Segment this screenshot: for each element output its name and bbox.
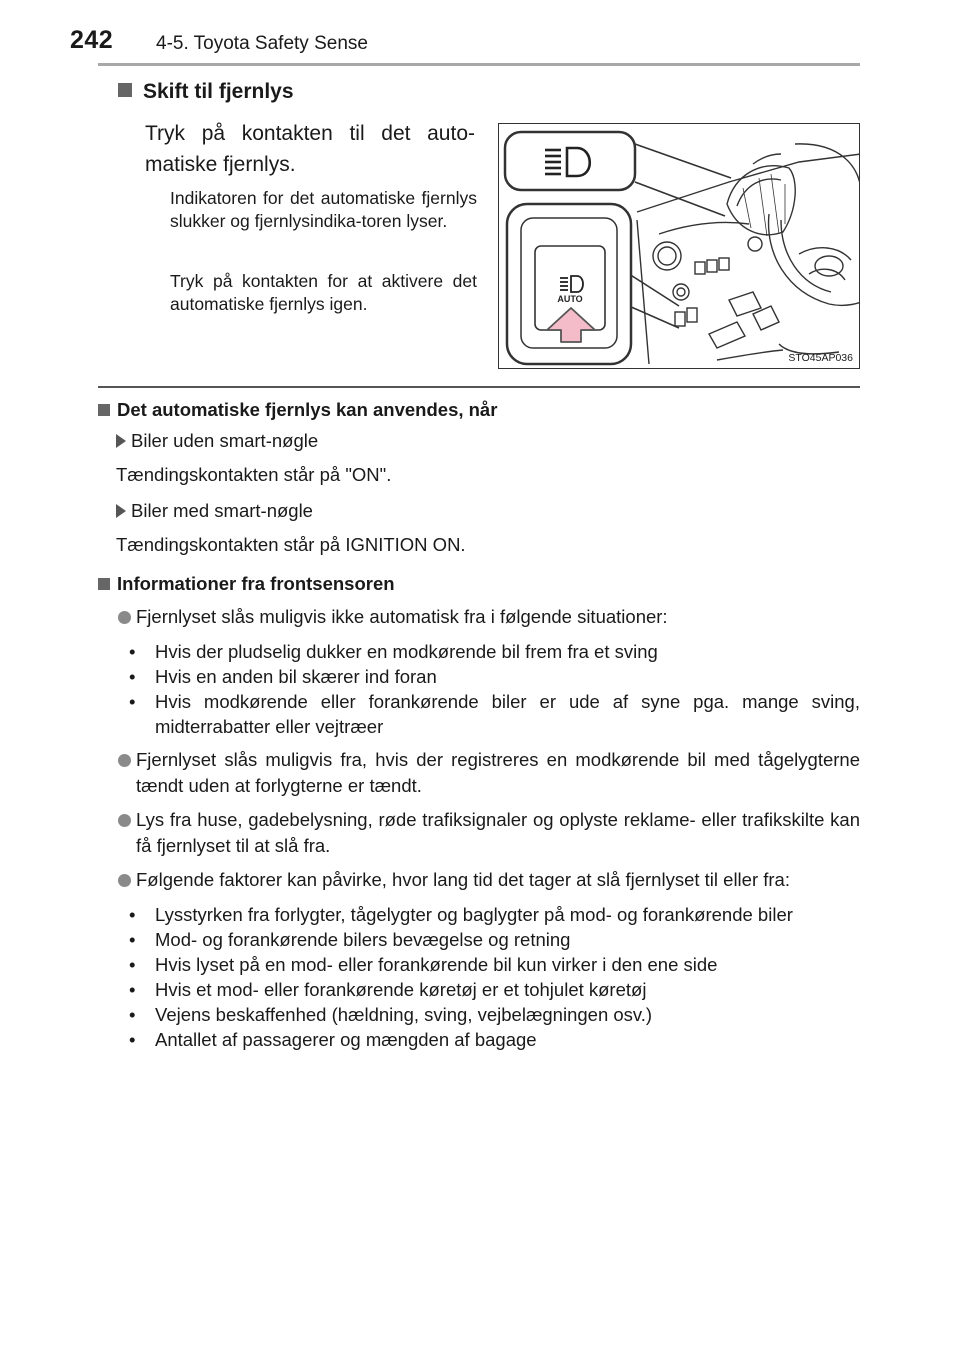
instruction-text: Tryk på kontakten til det auto-matiske fjernlys.	[145, 122, 475, 176]
page-number: 242	[70, 26, 114, 54]
list-item: • Hvis lyset på en mod- eller forankørende bil kun virker i den ene side	[98, 952, 860, 977]
list-item: • Vejens beskaffenhed (hældning, sving, vejbelægningen osv.)	[98, 1002, 860, 1027]
bullet-text: Fjernlyset slås muligvis ikke automatisk fra i følgende situationer:	[136, 606, 668, 627]
page-header	[70, 26, 900, 62]
vehicle-type-smart-key	[98, 498, 860, 524]
header-divider	[98, 63, 860, 66]
list-item: • Antallet af passagerer og mængden af bagage	[98, 1027, 860, 1052]
lower-content	[98, 398, 860, 1052]
list-item: • Hvis et mod- eller forankørende køretøj er et tohjulet køretøj	[98, 977, 860, 1002]
condition-text: Tændingskontakten står på IGNITION ON.	[116, 534, 466, 555]
heading-text: Informationer fra frontsensoren	[117, 573, 395, 594]
list-item: • Hvis modkørende eller forankørende biler er ude af syne pga. mange sving, midterrabatter eller vejtræer	[98, 689, 860, 739]
circle-bullet-icon	[118, 874, 131, 887]
note-indicator: Indikatoren for det automatiske fjernlys slukker og fjernlysindika-toren lyser.	[170, 188, 477, 231]
sub-list	[98, 639, 860, 739]
condition-text: Tændingskontakten står på "ON".	[116, 464, 392, 485]
heading-high-beam-switch	[118, 80, 294, 104]
vehicle-type-label: Biler uden smart-nøgle	[131, 430, 319, 451]
sensor-bullet	[98, 747, 860, 799]
section-divider	[98, 386, 860, 388]
dashboard-drawing	[499, 124, 860, 369]
square-bullet-icon	[98, 404, 110, 416]
section-title: 4-5. Toyota Safety Sense	[156, 33, 368, 54]
triangle-bullet-icon	[116, 504, 126, 518]
circle-bullet-icon	[118, 754, 131, 767]
bullet-text: Fjernlyset slås muligvis fra, hvis der registreres en modkørende bil med tågelygterne tændt uden at forlygterne er tændt.	[136, 749, 860, 796]
bullet-text: Lys fra huse, gadebelysning, røde trafiksignaler og oplyste reklame- eller trafikskilte kan få fjernlyset til at slå fra.	[136, 809, 860, 856]
circle-bullet-icon	[118, 611, 131, 624]
sensor-bullet	[98, 807, 860, 859]
list-item: • Hvis der pludselig dukker en modkørende bil frem fra et sving	[98, 639, 860, 664]
square-bullet-icon	[98, 578, 110, 590]
heading-usage-conditions	[98, 398, 860, 422]
dashboard-illustration	[498, 123, 860, 369]
heading-sensor-info	[98, 572, 860, 596]
vehicle-type-no-smart-key	[98, 428, 860, 454]
circle-bullet-icon	[118, 814, 131, 827]
sub-list	[98, 902, 860, 1052]
bullet-text: Følgende faktorer kan påvirke, hvor lang tid det tager at slå fjernlyset til eller fra:	[136, 869, 790, 890]
vehicle-type-label: Biler med smart-nøgle	[131, 500, 313, 521]
heading-text: Det automatiske fjernlys kan anvendes, når	[117, 399, 498, 420]
heading-text: Skift til fjernlys	[143, 80, 294, 103]
list-item: • Mod- og forankørende bilers bevægelse og retning	[98, 927, 860, 952]
note-reactivate: Tryk på kontakten for at aktivere det automatiske fjernlys igen.	[170, 271, 477, 314]
list-item: • Lysstyrken fra forlygter, tågelygter og baglygter på mod- og forankørende biler	[98, 902, 860, 927]
figure-code: STO45AP036	[788, 352, 853, 364]
sensor-bullet	[98, 604, 860, 739]
square-bullet-icon	[118, 83, 132, 97]
triangle-bullet-icon	[116, 434, 126, 448]
sensor-bullet	[98, 867, 860, 1052]
list-item: • Hvis en anden bil skærer ind foran	[98, 664, 860, 689]
switch-auto-label: AUTO	[557, 294, 583, 304]
